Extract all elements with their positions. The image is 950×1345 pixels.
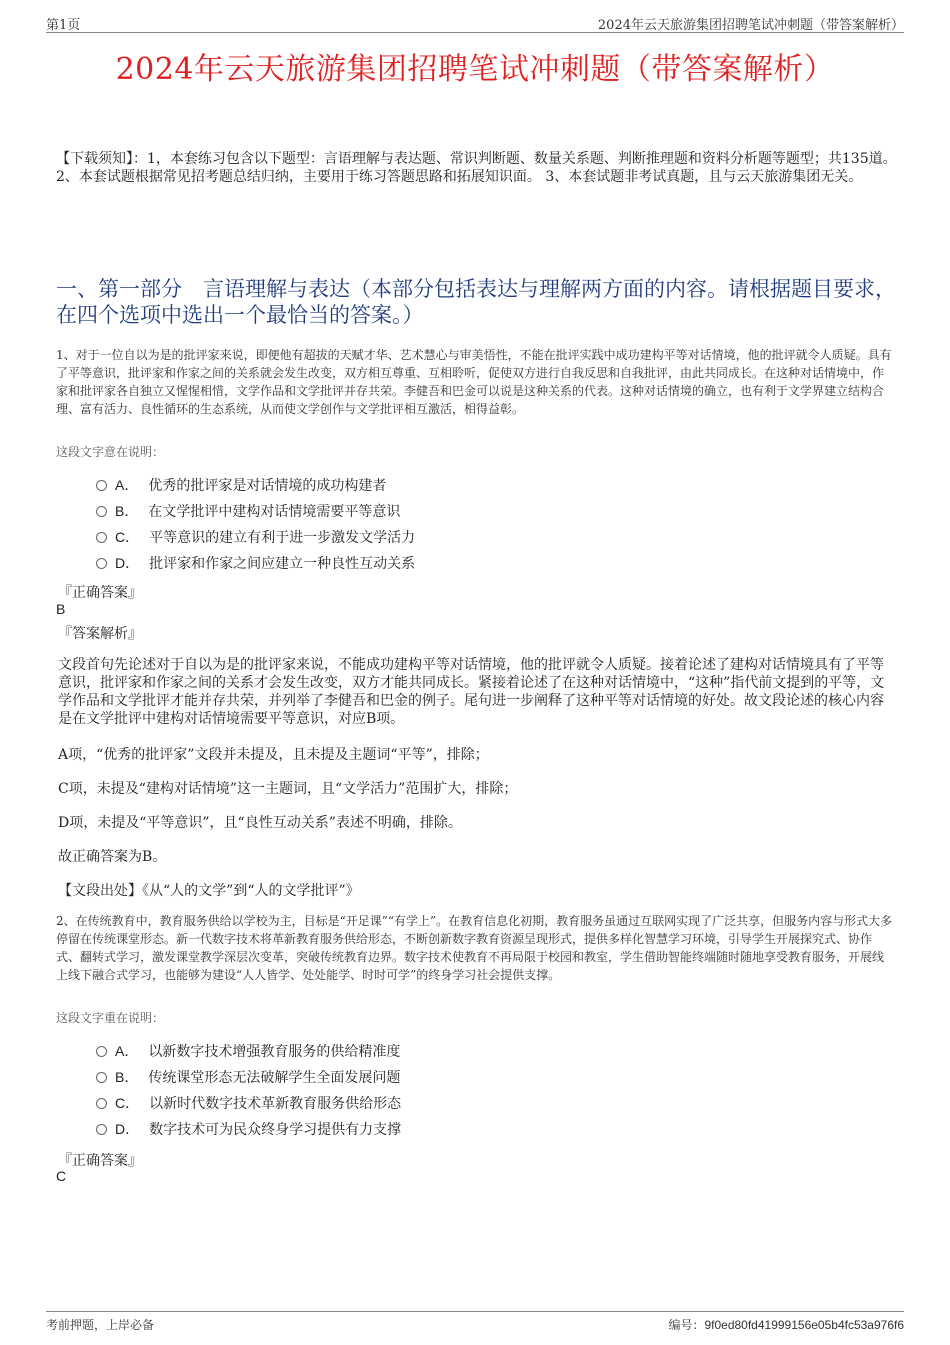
radio-icon[interactable] <box>96 1072 107 1083</box>
question-2-answer: C <box>56 1168 67 1184</box>
radio-icon[interactable] <box>96 506 107 517</box>
question-1-option-b[interactable]: B． 在文学批评中建构对话情境需要平等意识 <box>96 501 400 521</box>
page-footer <box>46 1311 904 1332</box>
question-2-option-a[interactable]: A． 以新数字技术增强教育服务的供给精准度 <box>96 1041 400 1061</box>
question-1-source: 【文段出处】《从“人的文学”到“人的文学批评”》 <box>58 883 360 899</box>
question-1-analysis-label: 『答案解析』 <box>58 626 142 642</box>
footer-slogan: 考前押题，上岸必备 <box>46 1318 155 1332</box>
page-number: 第1页 <box>46 18 81 33</box>
question-2-option-b[interactable]: B． 传统课堂形态无法破解学生全面发展问题 <box>96 1067 400 1087</box>
question-2-option-c[interactable]: C． 以新时代数字技术革新教育服务供给形态 <box>96 1093 401 1113</box>
radio-icon[interactable] <box>96 532 107 543</box>
question-1-analysis: 文段首句先论述对于自以为是的批评家来说，不能成功建构平等对话情境，他的批评就令人质疑。接着论述了建构对话情境具有了平等意识，批评家和作家之间的关系才会发生改变，双方才能共同成长。紧接着论述了在这种对话情境中，“这种”指代前文提到的平等，文学作品和文学批评才能并存共荣，并列举了李健吾和巴金的例子。尾句进一步阐释了这种平等对话情境的好处。故文段论述的核心内容是在文学批评中建构对话情境需要平等意识，对应B项。 <box>58 657 885 727</box>
question-2-option-d[interactable]: D． 数字技术可为民众终身学习提供有力支撑 <box>96 1119 401 1139</box>
question-1-conclusion: 故正确答案为B。 <box>58 849 167 865</box>
question-1-text: 1、对于一位自以为是的批评家来说，即便他有超拔的天赋才华、艺术慧心与审美悟性，不能在批评实践中成功建构平等对话情境，他的批评就令人质疑。具有了平等意识，批评家和作家之间的关系就会发生改变，双方相互尊重、互相聆听，促使双方进行自我反思和自我批评，由此共同成长。在这种对话情境中，作家和批评家各自独立又惺惺相惜，文学作品和文学批评并存共荣。李健吾和巴金可以说是这种关系的代表。这种对话情境的确立，也有利于文学界建立结构合理、富有活力、良性循环的生态系统，从而使文学创作与文学批评相互激活，相得益彰。 <box>56 348 892 416</box>
section-title: 一、第一部分 言语理解与表达（本部分包括表达与理解两方面的内容。请根据题目要求，在四个选项中选出一个最恰当的答案。） <box>56 277 896 327</box>
radio-icon[interactable] <box>96 1046 107 1057</box>
option-c-explanation: C项，未提及“建构对话情境”这一主题词，且“文学活力”范围扩大，排除； <box>58 781 518 797</box>
question-1-answer: B <box>56 601 66 617</box>
radio-icon[interactable] <box>96 1124 107 1135</box>
radio-icon[interactable] <box>96 1098 107 1109</box>
footer-code: 编号：9f0ed80fd41999156e05b4fc53a976f6 <box>668 1318 904 1332</box>
page-header <box>46 14 904 33</box>
radio-icon[interactable] <box>96 480 107 491</box>
download-notice: 【下载须知】：1，本套练习包含以下题型：言语理解与表达题、常识判断题、数量关系题、判断推理题和资料分析题等题型；共135道。 2、本套试题根据常见招考题总结归纳，主要用于练习答题思路和拓展知识面。 3、本套试题非考试真题，且与云天旅游集团无关。 <box>56 151 897 185</box>
question-1-option-a[interactable]: A． 优秀的批评家是对话情境的成功构建者 <box>96 475 386 495</box>
question-1-answer-label: 『正确答案』 <box>58 585 142 601</box>
radio-icon[interactable] <box>96 558 107 569</box>
option-d-explanation: D项，未提及“平等意识”，且“良性互动关系”表述不明确，排除。 <box>58 815 462 831</box>
document-title: 2024年云天旅游集团招聘笔试冲刺题（带答案解析） <box>115 52 835 87</box>
question-1-option-d[interactable]: D． 批评家和作家之间应建立一种良性互动关系 <box>96 553 415 573</box>
question-1-option-c[interactable]: C． 平等意识的建立有利于进一步激发文学活力 <box>96 527 415 547</box>
option-a-explanation: A项，“优秀的批评家”文段并未提及，且未提及主题词“平等”，排除； <box>58 747 489 763</box>
question-2-text: 2、在传统教育中，教育服务供给以学校为主，目标是“开足课”“有学上”。在教育信息化初期，教育服务虽通过互联网实现了广泛共享，但服务内容与形式大多停留在传统课堂形态。新一代数字技术将革新教育服务供给形态，不断创新数字教育资源呈现形式，提供多样化智慧学习环境，引导学生开展探究式、协作式、翻转式学习，激发课堂教学深层次变革，突破传统教育边界。数字技术使教育不再局限于校园和教室，学生借助智能终端随时随地享受教育服务，开展线上线下融合式学习，也能够为建设“人人皆学、处处能学、时时可学”的终身学习社会提供支撑。 <box>56 914 893 982</box>
header-doc-title: 2024年云天旅游集团招聘笔试冲刺题（带答案解析） <box>597 18 904 33</box>
question-2-answer-label: 『正确答案』 <box>58 1153 142 1169</box>
question-1-prompt: 这段文字意在说明： <box>56 445 165 459</box>
question-2-prompt: 这段文字重在说明： <box>56 1011 165 1025</box>
